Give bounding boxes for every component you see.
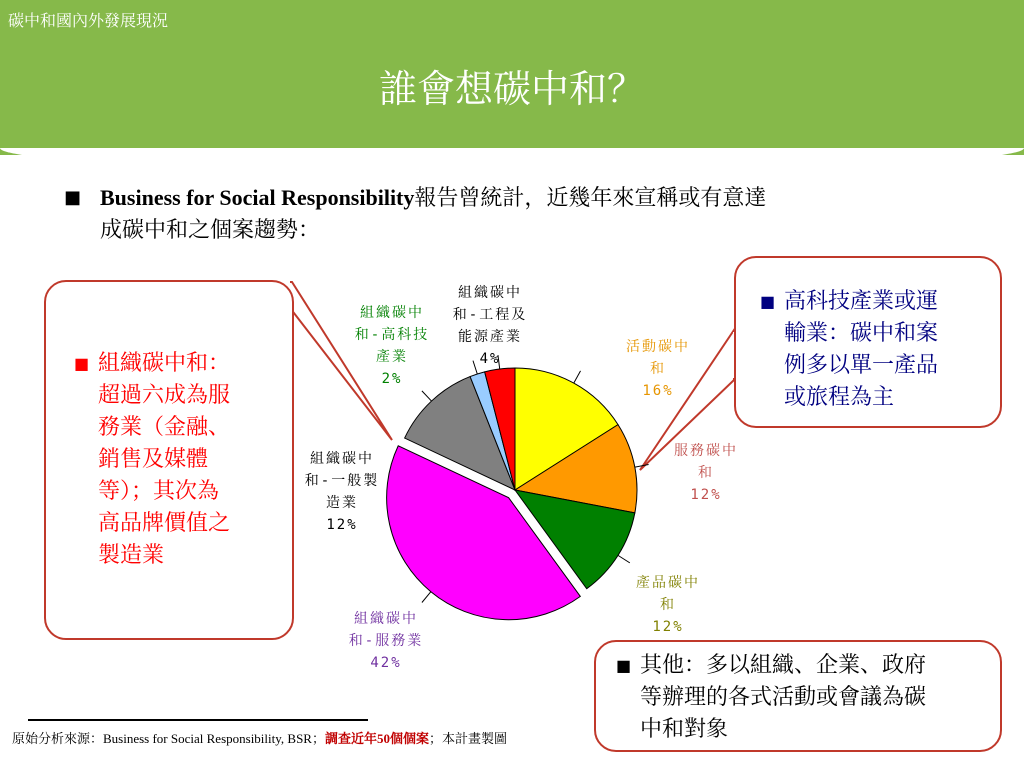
pie-label xyxy=(435,282,545,370)
pie-label xyxy=(651,440,761,506)
footer-divider xyxy=(28,719,368,721)
pie-label xyxy=(603,336,713,402)
callout-line: 輸業：碳中和案 xyxy=(784,321,939,346)
pie-label-text: 組織碳中 xyxy=(354,611,418,627)
footer-source xyxy=(12,728,507,747)
pie-label-value: 4% xyxy=(479,351,501,367)
callout-line: 等）；其次為 xyxy=(98,479,220,504)
leader-line xyxy=(422,592,431,603)
leader-line xyxy=(618,555,630,563)
pie-label-value: 12% xyxy=(652,619,684,635)
intro-source-name: Business for Social Responsibility xyxy=(100,185,415,210)
pie-label-text: 服務碳中 xyxy=(674,443,738,459)
pie-label-text: 組織碳中 xyxy=(310,451,374,467)
callout-line: 或旅程為主 xyxy=(784,385,895,410)
section-title: 碳中和國內外發展現況 xyxy=(8,11,169,30)
pie-label xyxy=(287,448,397,536)
pie-label-text: 能源產業 xyxy=(458,329,522,345)
pie-label-value: 16% xyxy=(642,383,674,399)
leader-line xyxy=(422,391,432,401)
pie-label-text: 和-高科技 xyxy=(354,327,430,343)
page-title: 誰會想碳中和？ xyxy=(378,67,645,111)
bullet-icon: ■ xyxy=(616,656,632,675)
pie-label-text: 和 xyxy=(698,465,714,481)
pie-label-value: 42% xyxy=(370,655,402,671)
intro-text-line2: 成碳中和之個案趨勢： xyxy=(100,218,321,243)
pie-label-value: 12% xyxy=(326,517,358,533)
pie-label-text: 產業 xyxy=(376,349,408,365)
callout-line: 高科技產業或運 xyxy=(784,289,939,314)
pie-label-text: 活動碳中 xyxy=(626,339,690,355)
bullet-icon: ■ xyxy=(64,187,82,208)
pie-label-text: 和-一般製 xyxy=(304,473,380,489)
callout-line: 例多以單一產品 xyxy=(784,353,939,378)
pie-label-text: 造業 xyxy=(326,495,358,511)
callout-line: 其他：多以組織、企業、政府 xyxy=(640,653,927,678)
pie-label xyxy=(331,608,441,674)
pie-label-text: 和 xyxy=(660,597,676,613)
bullet-icon: ■ xyxy=(760,292,776,311)
pie-label-text: 組織碳中 xyxy=(360,305,424,321)
pie-label xyxy=(337,302,447,390)
footer-suffix: ；本計畫製圖 xyxy=(429,731,508,746)
callout-line: 高品牌價值之 xyxy=(98,511,231,536)
callout-line: 等辦理的各式活動或會議為碳 xyxy=(640,685,927,710)
pie-label-text: 和-工程及 xyxy=(452,307,528,323)
pie-label-text: 和-服務業 xyxy=(348,633,424,649)
pie-label-value: 2% xyxy=(381,371,403,387)
leader-line xyxy=(574,371,581,383)
pie-label-text: 組織碳中 xyxy=(458,285,522,301)
bullet-icon: ■ xyxy=(74,354,90,373)
pie-label xyxy=(613,572,723,638)
leader-line xyxy=(635,465,649,468)
callout-line: 銷售及媒體 xyxy=(98,447,209,472)
footer-prefix: 原始分析來源：Business for Social Responsibility, BSR； xyxy=(12,731,325,746)
pie-label-value: 12% xyxy=(690,487,722,503)
footer-highlight: 調查近年50個個案 xyxy=(324,731,429,746)
intro-text-line1: 報告曾統計，近幾年來宣稱或有意達 xyxy=(414,186,767,211)
callout-line: 中和對象 xyxy=(640,717,729,742)
callout-line: 超過六成為服 xyxy=(98,383,231,408)
callout-line: 務業（金融、 xyxy=(98,415,231,440)
pie-label-text: 和 xyxy=(650,361,666,377)
callout-line: 組織碳中和： xyxy=(98,351,231,376)
pie-label-text: 產品碳中 xyxy=(636,575,700,591)
callout-line: 製造業 xyxy=(98,543,165,568)
